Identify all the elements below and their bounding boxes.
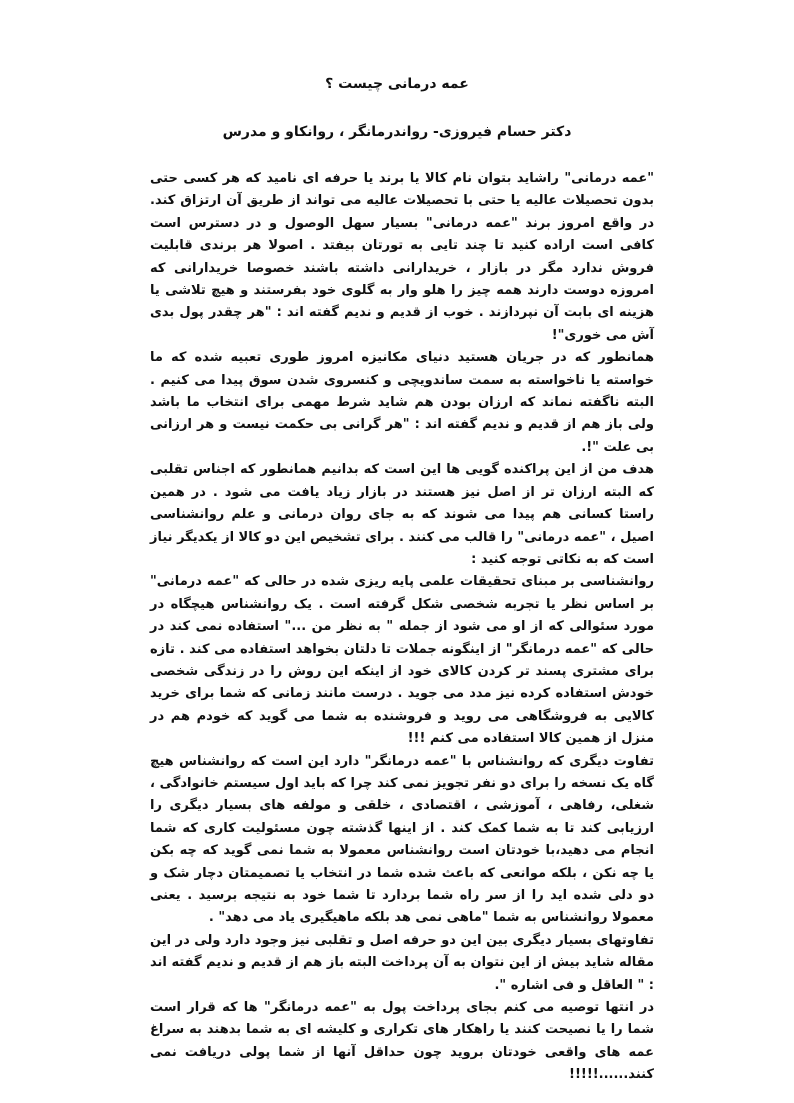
article-body [150,168,654,1087]
document-title: عمه درمانی چیست ؟ [325,76,469,92]
paragraph: در انتها توصیه می کنم بجای پرداخت پول به "عمه درمانگر" ها که قرار است شما را یا نصیحت کنند یا راهکار های تکراری و کلیشه ای به شما بدهند به سراغ عمه های واقعی خودتان بروید چون حداقل آنها از شما پولی دریافت نمی کنند......!!!!! [150,1000,654,1083]
paragraph: روانشناسی بر مبنای تحقیقات علمی پایه ریزی شده در حالی که "عمه درمانی" بر اساس نظر یا تجربه شخصی شکل گرفته است . یک روانشناس هیچگاه در مورد سئوالی که از او می شود از جمله " به نظر من ..." استفاده نمی کند در حالی که "عمه درمانگر" از اینگونه جملات تا دلتان بخواهد استفاده می کند . تازه برای مشتری پسند تر کردن کالای خود از اینکه این روش را در زندگی شخصی خودش استفاده کرده نیز مدد می جوید . درست مانند زمانی که شما برای خرید کالایی به فروشگاهی می روید و فروشنده به شما می گوید که خودم هم در منزل از همین کالا استفاده می کنم !!! [150,574,654,747]
paragraph: همانطور که در جریان هستید دنیای مکانیزه امروز طوری تعبیه شده که ما خواسته یا ناخواسته به سمت ساندویچی و کنسروی شدن سوق پیدا می کنیم . البته ناگفته نماند که ارزان بودن هم شاید شرط مهمی برای انتخاب ما باشد ولی باز هم از قدیم و ندیم گفته اند : "هر گرانی بی حکمت نیست و هر ارزانی بی علت "!. [150,350,654,455]
author-line: دکتر حسام فیروزی- رواندرمانگر ، روانکاو و مدرس [222,124,572,140]
paragraph: تفاوتهای بسیار دیگری بین این دو حرفه اصل و تقلبی نیز وجود دارد ولی در این مقاله شاید بیش از این نتوان به آن پرداخت البته باز هم از قدیم و ندیم گفته اند : " العاقل و فی اشاره ". [150,932,654,993]
paragraph: "عمه درمانی" راشاید بتوان نام کالا یا برند یا حرفه ای نامید که هر کسی حتی بدون تحصیلات عالیه یا حتی با تحصیلات عالیه می تواند از طریق آن ارتزاق کند. در واقع امروز برند "عمه درمانی" بسیار سهل الوصول و در دسترس است کافی است اراده کنید تا چند تایی به تورتان بیفتد . اصولا هر برندی قابلیت فروش ندارد مگر در بازار ، خریدارانی داشته باشند خصوصا خریدارانی که امروزه دوست دارند همه چیز را هلو وار به گلوی خود بفرستند و هیچ تلاشی یا هزینه ای بابت آن نپردازند . خوب از قدیم و ندیم گفته اند : "هر چقدر پول بدی آش می خوری"! [150,171,654,343]
paragraph: هدف من از این پراکنده گویی ها این است که بدانیم همانطور که اجناس تقلبی که البته ارزان تر از اصل نیز هستند در بازار زیاد یافت می شود . در همین راستا کسانی هم پیدا می شوند که به جای روان درمانی و علم روانشناسی اصیل ، "عمه درمانی" را قالب می کنند . برای تشخیص این دو کالا از یکدیگر نیاز است که به نکاتی توجه کنید : [150,462,654,567]
paragraph: تفاوت دیگری که روانشناس با "عمه درمانگر" دارد این است که روانشناس هیچ گاه یک نسخه را برای دو نفر تجویز نمی کند چرا که باید اول سیستم خانوادگی ، شغلی، رفاهی ، آموزشی ، اقتصادی ، خلقی و مولفه های بسیار دیگری را ارزیابی کند تا به شما کمک کند . از اینها گذشته چون مسئولیت کاری که شما انجام می دهید،با خودتان است روانشناس معمولا به شما نمی گوید که چه بکن یا چه نکن ، بلکه موانعی که باعث شده شما در انتخاب یا تصمیمتان دچار شک و دو دلی شده اید را از سر راه شما بردارد تا شما خود به نتیجه برسید . یعنی معمولا روانشناس به شما "ماهی نمی هد بلکه ماهیگیری یاد می دهد" . [150,753,654,926]
